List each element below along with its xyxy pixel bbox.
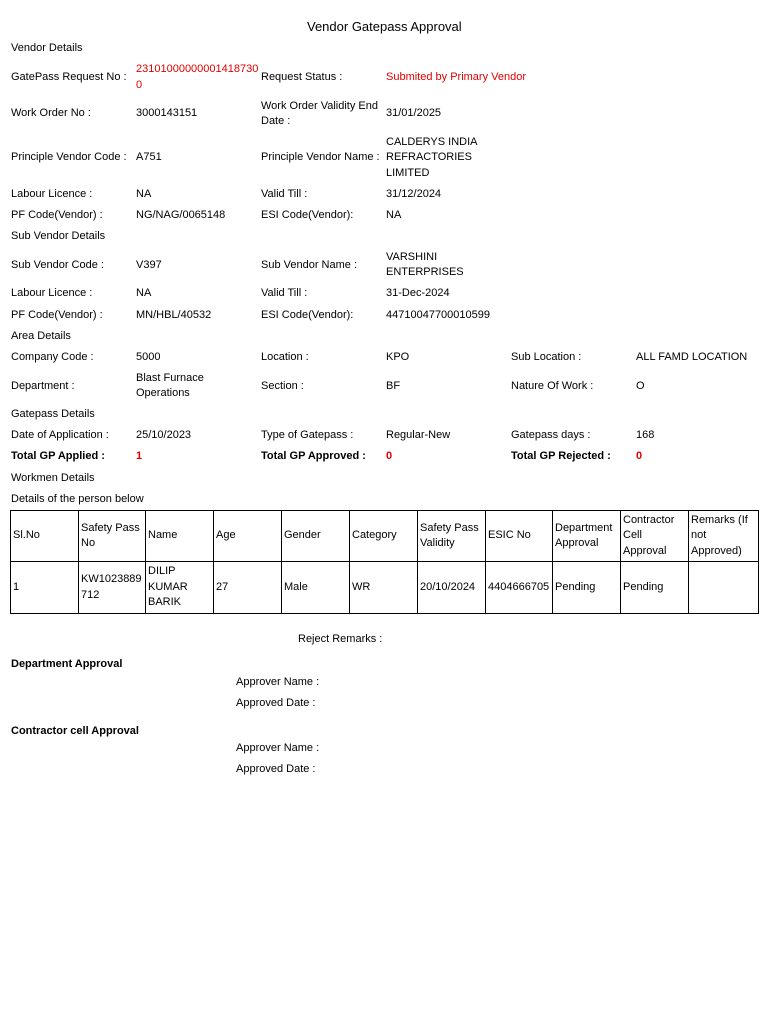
sub-pf-code-value: MN/HBL/40532 (136, 309, 212, 321)
table-header-row (11, 511, 759, 562)
nature-of-work-label: Nature Of Work : (511, 380, 594, 392)
column-header-name (146, 511, 214, 562)
cell-name-line: KUMAR (148, 580, 188, 593)
location-label: Location : (261, 351, 309, 363)
nature-of-work-value: O (636, 380, 645, 392)
column-header-contractor-cell-approval-line: Approval (623, 544, 667, 557)
column-header-age (214, 511, 282, 562)
sub-valid-till-label: Valid Till : (261, 287, 308, 299)
gatepass-days-label: Gatepass days : (511, 429, 591, 441)
cell-safety-pass-no-line: KW1023889 (81, 573, 142, 585)
area-details-heading: Area Details (11, 330, 71, 342)
labour-licence-value: NA (136, 188, 152, 200)
cell-name-line: BARIK (148, 596, 182, 609)
workmen-details-heading: Workmen Details (11, 472, 95, 484)
cell-safety-pass-validity-line: 20/10/2024 (420, 580, 476, 593)
cell-contractor-cell-approval-line: Pending (623, 580, 664, 593)
cell-age-line: 27 (216, 580, 229, 593)
sub-location-value: ALL FAMD LOCATION (636, 351, 748, 363)
table-body (11, 562, 759, 614)
department-value-line1: Blast Furnace (136, 372, 204, 384)
valid-till-value: 31/12/2024 (386, 188, 442, 200)
cell-sl-no (11, 562, 79, 614)
sub-labour-licence-value: NA (136, 287, 152, 299)
labour-licence-label: Labour Licence : (11, 188, 93, 200)
location-value: KPO (386, 351, 410, 363)
department-label: Department : (11, 380, 75, 392)
column-header-category-line: Category (352, 529, 397, 542)
principle-vendor-name-line3: LIMITED (386, 167, 430, 179)
column-header-safety-pass-no-line: No (81, 537, 96, 549)
cell-gender (282, 562, 350, 614)
department-approval-heading: Department Approval (11, 658, 123, 670)
column-header-department-approval-line: Department (555, 521, 613, 534)
column-header-contractor-cell-approval (621, 511, 689, 562)
column-header-gender (282, 511, 350, 562)
sub-labour-licence-label: Labour Licence : (11, 287, 93, 299)
gatepass-type-value: Regular-New (386, 429, 451, 441)
column-header-category (350, 511, 418, 562)
gatepass-request-value-line2: 0 (136, 79, 143, 91)
pf-code-value: NG/NAG/0065148 (136, 209, 226, 221)
request-status-value: Submited by Primary Vendor (386, 71, 527, 83)
total-gp-rejected-label: Total GP Rejected : (511, 450, 611, 462)
column-header-contractor-cell-approval-line: Cell (623, 529, 642, 542)
column-header-esic-no (486, 511, 553, 562)
cell-category (350, 562, 418, 614)
column-header-safety-pass-validity-line: Safety Pass (420, 521, 479, 534)
total-gp-applied-value: 1 (136, 450, 143, 462)
principle-vendor-name-line1: CALDERYS INDIA (386, 136, 478, 148)
request-status-label: Request Status : (261, 71, 343, 83)
gatepass-request-label: GatePass Request No : (11, 71, 127, 83)
company-code-value: 5000 (136, 351, 161, 363)
section-value: BF (386, 380, 401, 392)
valid-till-label: Valid Till : (261, 188, 308, 200)
column-header-age-line: Age (216, 529, 236, 542)
column-header-name-line: Name (148, 529, 178, 542)
sub-vendor-details-heading: Sub Vendor Details (11, 230, 106, 242)
work-order-validity-value: 31/01/2025 (386, 107, 442, 119)
date-of-application-value: 25/10/2023 (136, 429, 192, 441)
column-header-remarks-line: Approved) (691, 544, 742, 557)
sub-valid-till-value: 31-Dec-2024 (386, 287, 450, 299)
column-header-remarks-line: Remarks (If (691, 513, 748, 526)
sub-vendor-name-line1: VARSHINI (386, 251, 438, 263)
sub-vendor-code-label: Sub Vendor Code : (11, 259, 104, 271)
column-header-department-approval (553, 511, 621, 562)
cell-age (214, 562, 282, 614)
work-order-validity-label-line1: Work Order Validity End (261, 100, 378, 112)
cell-safety-pass-no-line: 712 (81, 588, 100, 601)
cell-contractor-cell-approval (621, 562, 689, 614)
sub-pf-code-label: PF Code(Vendor) : (11, 309, 103, 321)
contractor-approved-date-label: Approved Date : (236, 763, 316, 775)
dept-approver-name-label: Approver Name : (236, 676, 320, 688)
column-header-department-approval-line: Approval (555, 537, 599, 549)
work-order-value: 3000143151 (136, 107, 198, 119)
cell-safety-pass-no (79, 562, 146, 614)
sub-vendor-name-line2: ENTERPRISES (386, 266, 464, 278)
total-gp-applied-label: Total GP Applied : (11, 450, 105, 462)
cell-department-approval (553, 562, 621, 614)
work-order-label: Work Order No : (11, 107, 91, 119)
gatepass-request-value-line1: 23101000000001418730 (136, 63, 259, 75)
esi-code-value: NA (386, 209, 402, 221)
cell-name-line: DILIP (148, 565, 176, 578)
gatepass-days-value: 168 (636, 429, 655, 441)
column-header-sl-no (11, 511, 79, 562)
sub-location-label: Sub Location : (511, 351, 582, 363)
column-header-safety-pass-no-line: Safety Pass (81, 521, 140, 534)
cell-department-approval-line: Pending (555, 580, 596, 593)
total-gp-approved-label: Total GP Approved : (261, 450, 366, 462)
dept-approved-date-label: Approved Date : (236, 697, 316, 709)
sub-esi-code-label: ESI Code(Vendor): (261, 309, 354, 321)
cell-esic-no-line: 4404666705 (488, 580, 550, 593)
principle-vendor-name-line2: REFRACTORIES (386, 151, 472, 163)
column-header-remarks-line: not (691, 529, 707, 542)
sub-vendor-name-label: Sub Vendor Name : (261, 259, 358, 271)
column-header-remarks (689, 511, 759, 562)
principle-vendor-code-value: A751 (136, 151, 162, 163)
department-value-line2: Operations (136, 387, 190, 399)
principle-vendor-name-label: Principle Vendor Name : (261, 151, 380, 163)
vendor-details-heading: Vendor Details (11, 42, 83, 54)
column-header-safety-pass-no (79, 511, 146, 562)
workmen-subheading: Details of the person below (11, 493, 144, 505)
workmen-table (10, 510, 759, 614)
date-of-application-label: Date of Application : (11, 429, 109, 441)
gatepass-details-heading: Gatepass Details (11, 408, 95, 420)
cell-category-line: WR (352, 580, 371, 593)
sub-vendor-code-value: V397 (136, 259, 162, 271)
company-code-label: Company Code : (11, 351, 94, 363)
gatepass-type-label: Type of Gatepass : (261, 429, 354, 441)
esi-code-label: ESI Code(Vendor): (261, 209, 354, 221)
cell-sl-no-line: 1 (13, 580, 20, 593)
sub-esi-code-value: 44710047700010599 (386, 309, 491, 321)
work-order-validity-label-line2: Date : (261, 115, 291, 127)
cell-esic-no (486, 562, 553, 614)
column-header-gender-line: Gender (284, 529, 321, 542)
column-header-esic-no-line: ESIC No (488, 529, 531, 542)
reject-remarks-label: Reject Remarks : (298, 633, 383, 645)
total-gp-rejected-value: 0 (636, 450, 643, 462)
cell-gender-line: Male (284, 580, 308, 593)
page-title: Vendor Gatepass Approval (307, 19, 462, 34)
cell-name (146, 562, 214, 614)
column-header-safety-pass-validity (418, 511, 486, 562)
column-header-contractor-cell-approval-line: Contractor (623, 513, 675, 526)
column-header-safety-pass-validity-line: Validity (420, 537, 455, 549)
column-header-sl-no-line: Sl.No (13, 529, 40, 542)
cell-remarks (689, 562, 759, 614)
principle-vendor-code-label: Principle Vendor Code : (11, 151, 127, 163)
section-label: Section : (261, 380, 304, 392)
table-row (11, 562, 759, 614)
total-gp-approved-value: 0 (386, 450, 393, 462)
contractor-approver-name-label: Approver Name : (236, 742, 320, 754)
contractor-cell-approval-heading: Contractor cell Approval (11, 725, 139, 737)
cell-safety-pass-validity (418, 562, 486, 614)
pf-code-label: PF Code(Vendor) : (11, 209, 103, 221)
